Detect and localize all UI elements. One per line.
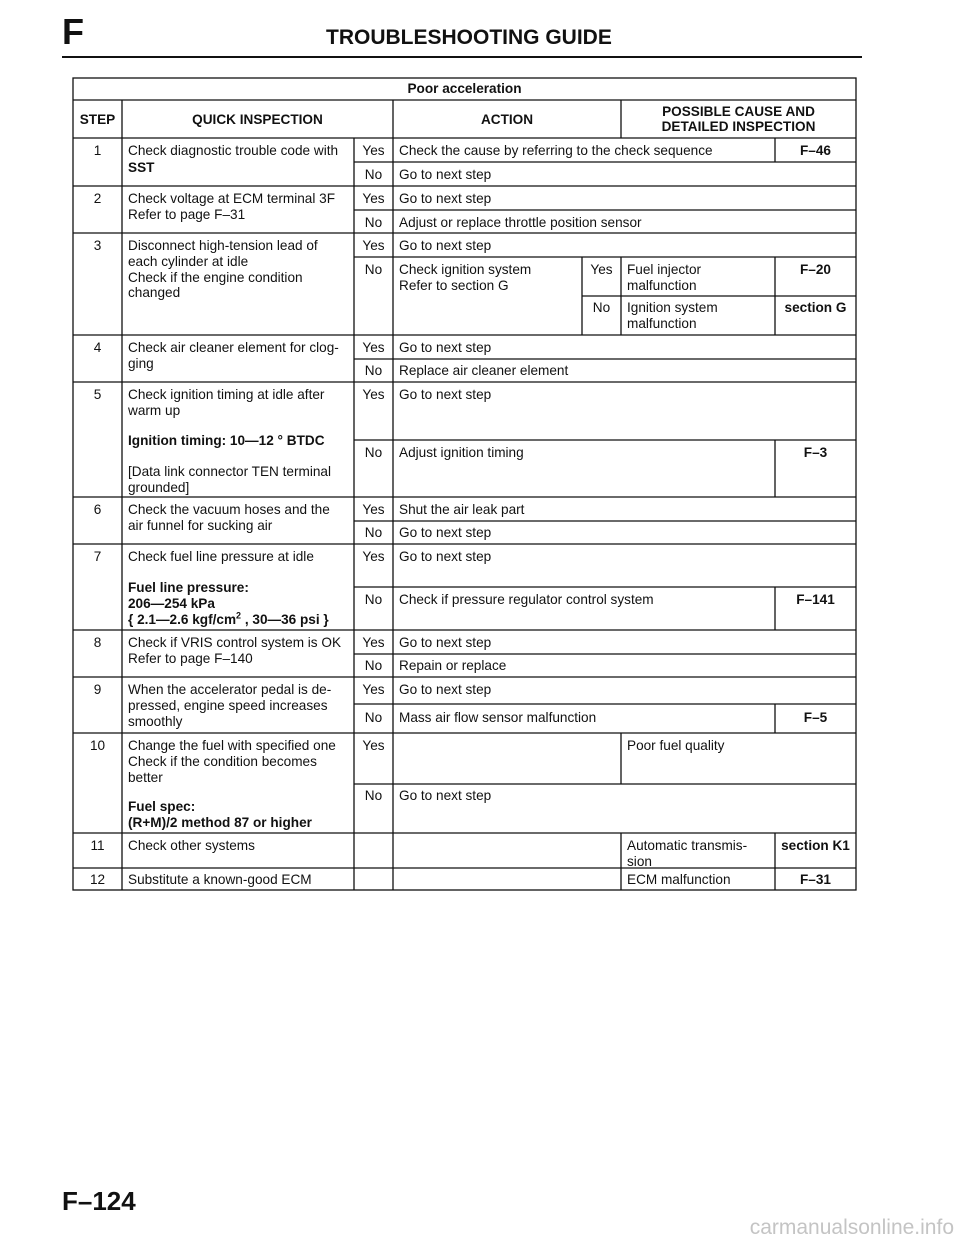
spec-kgf-superscript: 2	[236, 610, 242, 621]
spec-kgf-text: { 2.1—2.6 kgf/cm	[128, 612, 237, 627]
sub-no-label: No	[592, 300, 611, 315]
quick-inspection: Disconnect high-tension lead of each cylinder at idle Check if the engine condition changed	[128, 238, 318, 301]
yes-label: Yes	[362, 340, 385, 355]
no-action: Check if pressure regulator control system	[399, 592, 654, 607]
yes-action: Go to next step	[399, 635, 492, 650]
inspection-spec: Fuel spec: (R+M)/2 method 87 or higher	[128, 799, 312, 830]
step-number: 1	[93, 143, 102, 158]
step-number: 3	[93, 238, 102, 253]
step-number: 8	[93, 635, 102, 650]
reference-page: F–46	[800, 143, 831, 158]
col-step-header: STEP	[79, 112, 116, 127]
inspection-note: SST	[128, 160, 155, 175]
step-number: 5	[93, 387, 102, 402]
yes-label: Yes	[362, 738, 385, 753]
table-title: Poor acceleration	[407, 81, 522, 96]
yes-action: Go to next step	[399, 340, 492, 355]
step-number: 11	[90, 838, 105, 853]
no-label: No	[364, 658, 383, 673]
quick-inspection: Substitute a known-good ECM	[128, 872, 312, 887]
no-action: Adjust or replace throttle position sensor	[399, 215, 642, 230]
no-action: Replace air cleaner element	[399, 363, 569, 378]
quick-inspection: Check the vacuum hoses and the air funnel for sucking air	[128, 502, 330, 533]
spec-kpa: 206—254 kPa	[128, 596, 215, 611]
yes-label: Yes	[362, 387, 385, 402]
no-label: No	[364, 788, 383, 803]
no-label: No	[364, 363, 383, 378]
reference-page: F–5	[803, 710, 828, 725]
yes-label: Yes	[362, 238, 385, 253]
no-label: No	[364, 592, 383, 607]
page-title: TROUBLESHOOTING GUIDE	[326, 26, 612, 49]
inspection-note: [Data link connector TEN terminal grounded]	[128, 464, 331, 495]
spec-label: Fuel line pressure:	[128, 580, 249, 595]
reference-section: section G	[784, 300, 847, 315]
no-label: No	[364, 262, 383, 277]
quick-inspection: Check diagnostic trouble code with	[128, 143, 339, 158]
quick-inspection: Change the fuel with specified one Check if the condition becomes better	[128, 738, 336, 785]
spec-kgf	[128, 612, 353, 628]
step-number: 2	[93, 191, 102, 206]
col-quick-inspection-header: QUICK INSPECTION	[192, 112, 323, 127]
yes-action: Go to next step	[399, 238, 492, 253]
yes-label: Yes	[362, 502, 385, 517]
reference-page: F–141	[796, 592, 835, 607]
no-action: Go to next step	[399, 788, 492, 803]
no-action: Go to next step	[399, 525, 492, 540]
quick-inspection: When the accelerator pedal is de- pressed, engine speed increases smoothly	[128, 682, 332, 729]
no-action: Repain or replace	[399, 658, 507, 673]
possible-cause: Poor fuel quality	[627, 738, 725, 753]
yes-action: Shut the air leak part	[399, 502, 525, 517]
sub-yes-label: Yes	[590, 262, 613, 277]
no-label: No	[364, 525, 383, 540]
step-number: 12	[89, 872, 106, 887]
yes-label: Yes	[362, 682, 385, 697]
yes-label: Yes	[362, 549, 385, 564]
possible-cause: ECM malfunction	[627, 872, 731, 887]
spec-psi-text: , 30—36 psi }	[241, 612, 329, 627]
yes-action: Go to next step	[399, 549, 492, 564]
yes-label: Yes	[362, 191, 385, 206]
step-number: 7	[93, 549, 102, 564]
col-possible-cause-header: POSSIBLE CAUSE AND DETAILED INSPECTION	[661, 104, 816, 134]
no-action: Mass air flow sensor malfunction	[399, 710, 597, 725]
no-action: Check ignition system Refer to section G	[399, 262, 532, 293]
no-label: No	[364, 167, 383, 182]
reference-section: section K1	[781, 838, 850, 853]
quick-inspection: Check other systems	[128, 838, 255, 853]
possible-cause: Automatic transmis- sion	[627, 838, 748, 869]
step-number: 9	[93, 682, 102, 697]
section-letter: F	[62, 11, 84, 52]
yes-label: Yes	[362, 143, 385, 158]
possible-cause: Ignition system malfunction	[627, 300, 718, 331]
quick-inspection: Check ignition timing at idle after warm up	[128, 387, 325, 418]
inspection-spec: Ignition timing: 10—12 ° BTDC	[128, 433, 325, 448]
quick-inspection: Check air cleaner element for clog- ging	[128, 340, 339, 371]
yes-action: Go to next step	[399, 682, 492, 697]
yes-action: Go to next step	[399, 191, 492, 206]
no-action: Adjust ignition timing	[399, 445, 524, 460]
watermark: carmanualsonline.info	[749, 1216, 954, 1239]
quick-inspection: Check voltage at ECM terminal 3F Refer to page F–31	[128, 191, 336, 222]
step-number: 4	[93, 340, 102, 355]
col-action-header: ACTION	[480, 112, 534, 127]
no-label: No	[364, 445, 383, 460]
yes-action: Check the cause by referring to the check sequence	[399, 143, 713, 158]
step-number: 10	[89, 738, 106, 753]
no-action: Go to next step	[399, 167, 492, 182]
reference-page: F–31	[800, 872, 831, 887]
reference-page: F–20	[800, 262, 831, 277]
step-number: 6	[93, 502, 102, 517]
quick-inspection: Check fuel line pressure at idle	[128, 549, 314, 564]
yes-label: Yes	[362, 635, 385, 650]
no-label: No	[364, 215, 383, 230]
yes-action: Go to next step	[399, 387, 492, 402]
no-label: No	[364, 710, 383, 725]
quick-inspection: Check if VRIS control system is OK Refer to page F–140	[128, 635, 342, 666]
page-number: F–124	[62, 1186, 136, 1216]
reference-page: F–3	[803, 445, 828, 460]
possible-cause: Fuel injector malfunction	[627, 262, 702, 293]
